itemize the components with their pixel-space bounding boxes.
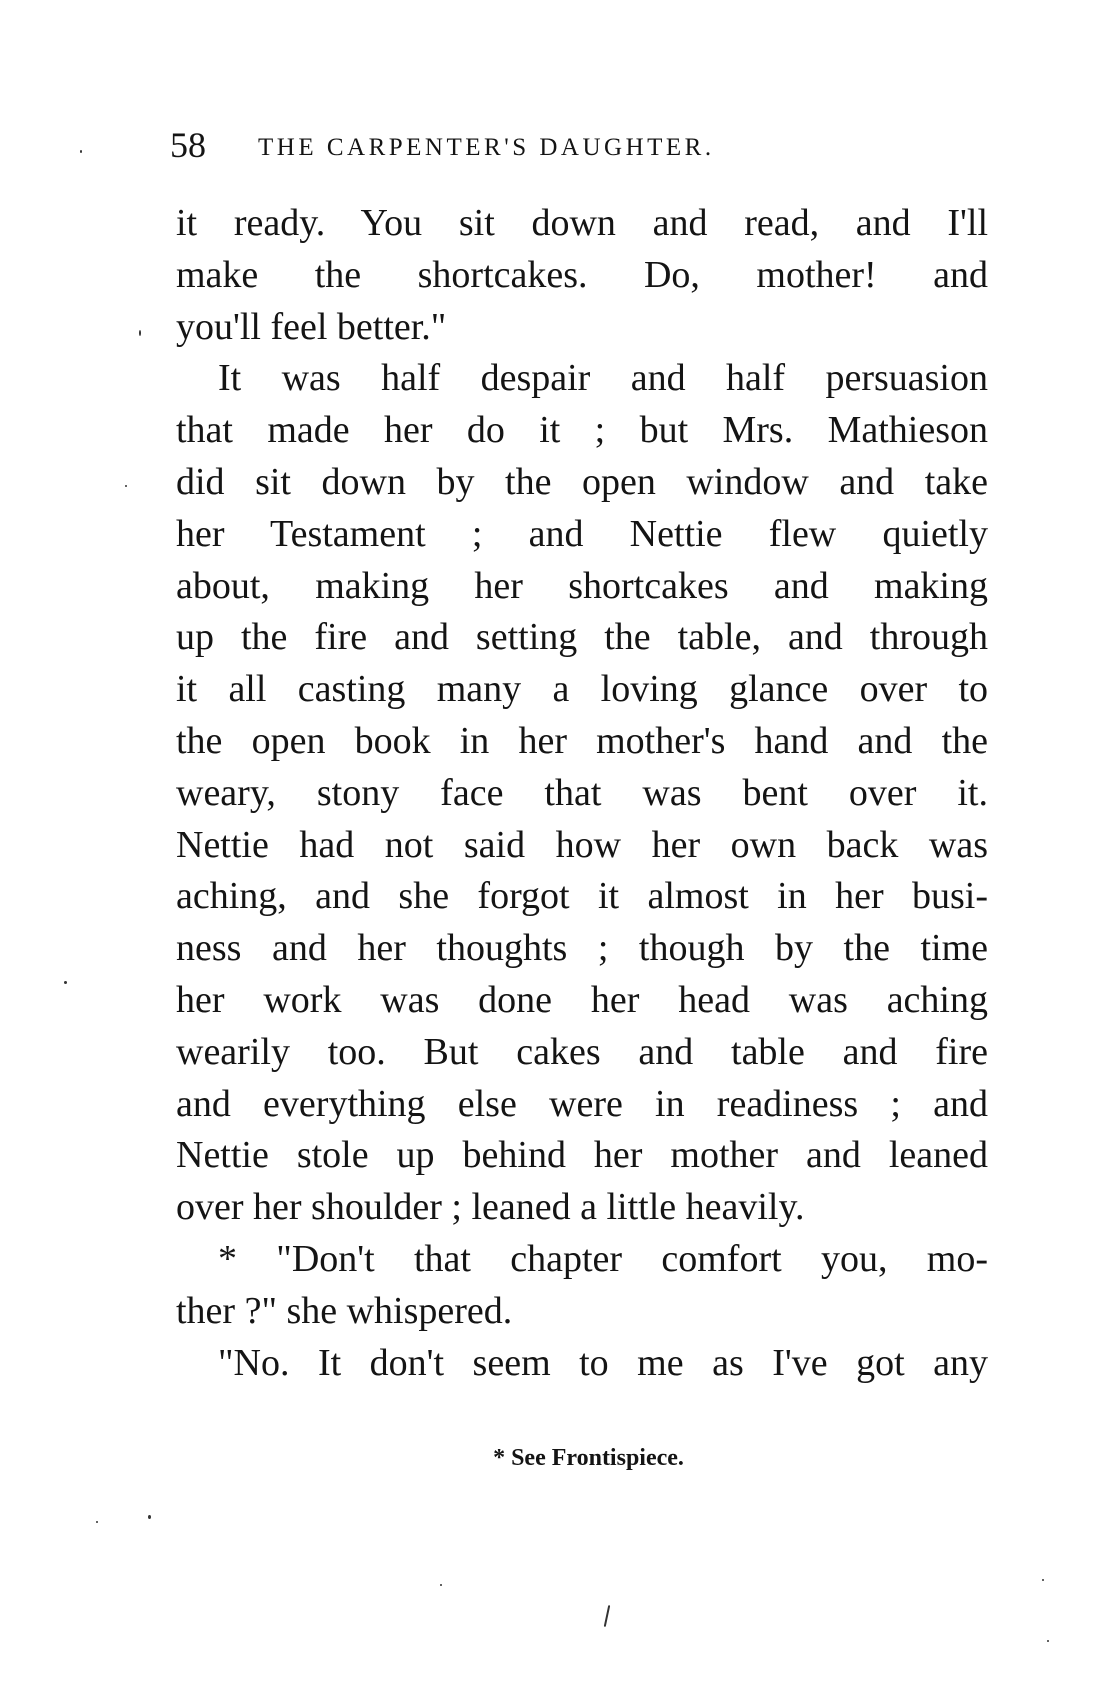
body-text bbox=[176, 198, 988, 1389]
footnote: * See Frontispiece. bbox=[493, 1445, 684, 1471]
text-line: did sit down by the open window and take bbox=[176, 460, 988, 503]
text-line: * "Don't that chapter comfort you, mo- bbox=[218, 1237, 988, 1280]
text-line: up the fire and setting the table, and through bbox=[176, 616, 988, 659]
text-line: weary, stony face that was bent over it. bbox=[176, 771, 988, 814]
text-line: you'll feel better." bbox=[176, 305, 447, 348]
scan-speck bbox=[1042, 1579, 1044, 1581]
running-title: THE CARPENTER'S DAUGHTER. bbox=[258, 134, 715, 161]
text-line: make the shortcakes. Do, mother! and bbox=[176, 253, 988, 296]
scan-speck bbox=[64, 981, 67, 984]
text-line: It was half despair and half persuasion bbox=[218, 357, 988, 400]
text-line: about, making her shortcakes and making bbox=[176, 564, 988, 607]
scan-speck bbox=[604, 1605, 611, 1627]
text-line: ness and her thoughts ; though by the time bbox=[176, 927, 988, 970]
text-line: her Testament ; and Nettie flew quietly bbox=[176, 512, 988, 555]
text-line: her work was done her head was aching bbox=[176, 978, 988, 1021]
page-header bbox=[170, 125, 910, 175]
scan-speck bbox=[80, 150, 82, 153]
scan-speck bbox=[440, 1584, 442, 1586]
text-line: over her shoulder ; leaned a little heavily. bbox=[176, 1186, 805, 1229]
scan-speck bbox=[125, 485, 127, 487]
text-line: that made her do it ; but Mrs. Mathieson bbox=[176, 409, 988, 452]
text-line: ther ?" she whispered. bbox=[176, 1289, 513, 1332]
text-line: "No. It don't seem to me as I've got any bbox=[218, 1341, 988, 1384]
text-line: the open book in her mother's hand and the bbox=[176, 719, 988, 762]
text-line: and everything else were in readiness ; and bbox=[176, 1082, 988, 1125]
page-number: 58 bbox=[170, 125, 206, 165]
text-line: it ready. You sit down and read, and I'll bbox=[176, 202, 988, 244]
scan-speck bbox=[96, 1521, 98, 1523]
text-line: wearily too. But cakes and table and fire bbox=[176, 1030, 988, 1073]
scan-speck bbox=[148, 1515, 151, 1519]
scan-speck bbox=[139, 330, 141, 336]
scan-speck bbox=[1047, 1640, 1049, 1642]
text-line: it all casting many a loving glance over to bbox=[176, 668, 988, 711]
text-line: Nettie stole up behind her mother and leaned bbox=[176, 1134, 988, 1177]
text-line: Nettie had not said how her own back was bbox=[176, 823, 988, 866]
text-line: aching, and she forgot it almost in her busi- bbox=[176, 875, 988, 918]
